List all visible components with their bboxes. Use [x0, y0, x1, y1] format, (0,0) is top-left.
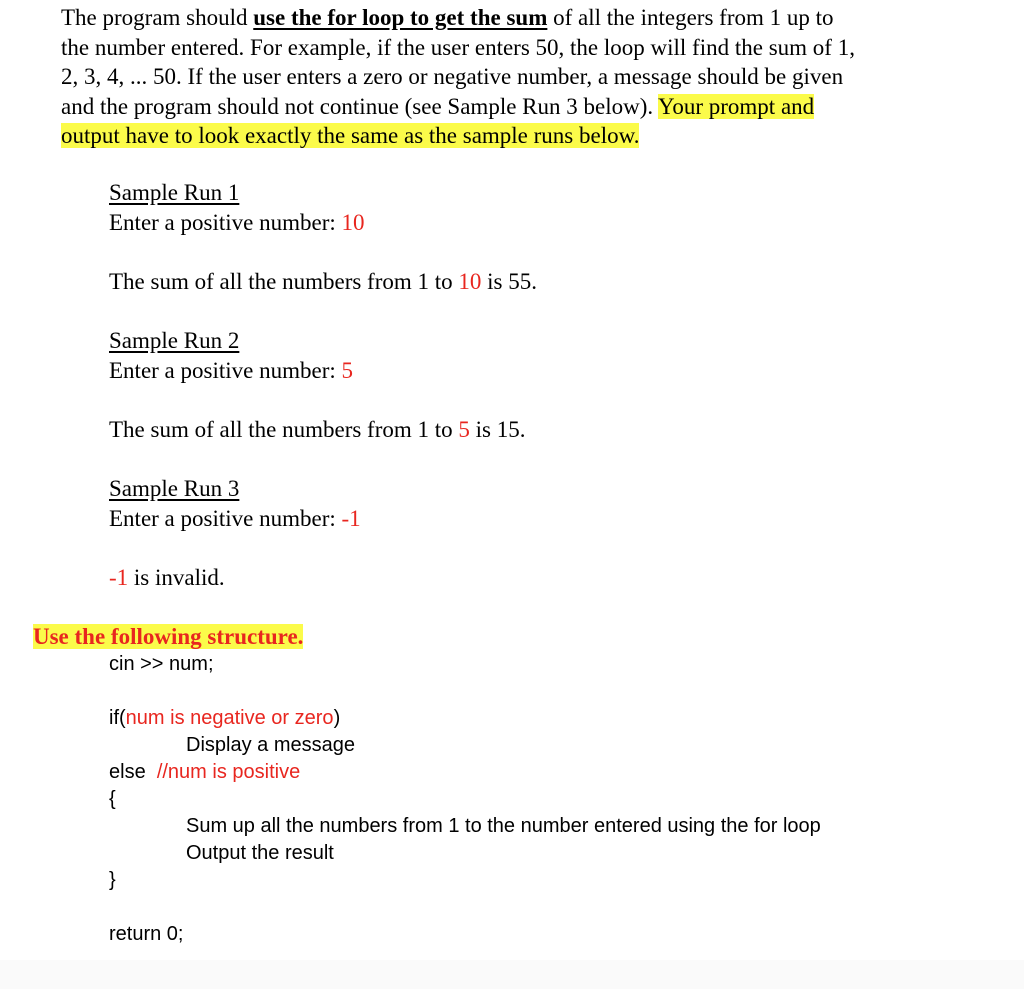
sample-run-title: Sample Run 2	[109, 328, 240, 353]
sample-run-prompt	[109, 208, 537, 238]
sample-run-result	[109, 267, 537, 297]
result-text: is invalid.	[128, 564, 225, 590]
prompt-text: Enter a positive number:	[109, 209, 342, 235]
intro-line-1	[61, 3, 961, 33]
prompt-text: Enter a positive number:	[109, 357, 342, 383]
code-sum-line: Sum up all the numbers from 1 to the number entered using the for loop	[186, 815, 821, 837]
sample-run-title: Sample Run 3	[109, 476, 240, 501]
sample-run-1	[109, 178, 537, 296]
sample-run-prompt	[109, 504, 361, 534]
code-if	[109, 705, 340, 732]
code-condition: num is negative or zero	[125, 707, 334, 729]
sample-run-result	[109, 415, 526, 445]
result-value: -1	[109, 564, 129, 590]
sample-run-result	[109, 563, 361, 593]
result-value: 5	[458, 416, 470, 442]
result-text: is 55.	[481, 268, 537, 294]
intro-highlight: output have to look exactly the same as the sample runs below.	[61, 123, 640, 148]
code-brace-open: {	[109, 788, 116, 810]
prompt-text: Enter a positive number:	[109, 505, 342, 531]
sample-run-3	[109, 474, 361, 592]
code-output-line: Output the result	[186, 842, 334, 864]
user-input-value: 10	[341, 209, 365, 235]
code-display: Display a message	[186, 734, 355, 756]
user-input-value: -1	[341, 505, 361, 531]
intro-line-4	[61, 92, 961, 122]
code-else	[109, 759, 300, 786]
code-text: )	[333, 707, 341, 729]
user-input-value: 5	[341, 357, 353, 383]
result-text: The sum of all the numbers from 1 to	[109, 268, 459, 294]
sample-run-title: Sample Run 1	[109, 180, 240, 205]
code-comment: //num is positive	[156, 761, 301, 783]
code-return: return 0;	[109, 923, 184, 945]
intro-text: of all the integers from 1 up to	[547, 5, 834, 30]
page-bottom-margin	[0, 960, 1024, 989]
result-text: is 15.	[469, 416, 526, 442]
code-brace-close: }	[109, 869, 116, 891]
intro-line-2: the number entered. For example, if the user enters 50, the loop will find the sum of 1,	[61, 34, 855, 60]
instructions-paragraph	[61, 3, 961, 151]
intro-text: and the program should not continue (see Sample Run 3 below).	[61, 93, 659, 119]
structure-heading	[33, 622, 303, 652]
sample-run-2	[109, 326, 526, 444]
intro-emphasis: use the for loop to get the sum	[253, 5, 548, 30]
sample-run-prompt	[109, 356, 526, 386]
intro-text: The program should	[61, 5, 254, 30]
intro-highlight: Your prompt and	[658, 93, 815, 119]
intro-line-3: 2, 3, 4, ... 50. If the user enters a zero or negative number, a message should be given	[61, 64, 844, 89]
result-text: The sum of all the numbers from 1 to	[109, 416, 459, 442]
code-cin: cin >> num;	[109, 653, 214, 675]
code-text: if(	[109, 707, 126, 729]
structure-heading-text: Use the following structure.	[33, 624, 304, 649]
code-text: else	[109, 761, 157, 783]
intro-line-5	[61, 121, 961, 151]
result-value: 10	[458, 268, 482, 294]
